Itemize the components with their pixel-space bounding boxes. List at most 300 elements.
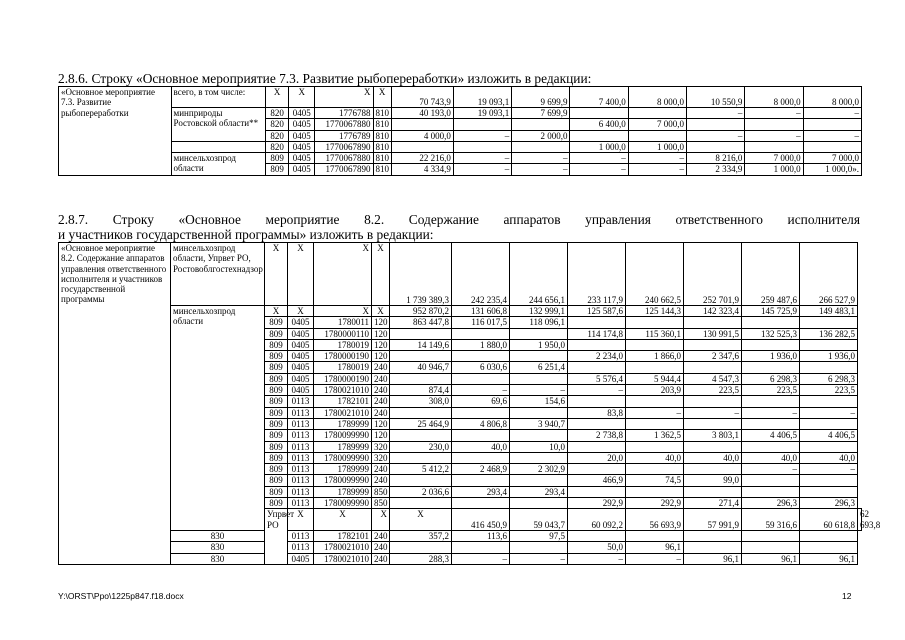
- table-row: [59, 141, 862, 152]
- target-item-code-cell: 1780099990: [314, 452, 372, 463]
- amount-cell: –: [510, 553, 568, 564]
- amount-cell: –: [803, 108, 861, 119]
- grbs-code-cell: 809: [265, 475, 288, 486]
- target-item-code-cell: 1780099990: [314, 430, 372, 441]
- amount-cell: 19 093,1: [453, 108, 511, 119]
- amount-cell: –: [626, 407, 684, 418]
- grbs-code-cell: 809: [265, 418, 288, 429]
- amount-cell: –: [568, 385, 626, 396]
- amount-cell: [568, 396, 626, 407]
- amount-cell: 118 096,1: [510, 317, 568, 328]
- amount-cell: 3 803,1: [684, 430, 742, 441]
- amount-cell: [800, 362, 858, 373]
- amount-cell: 293,4: [452, 486, 510, 497]
- amount-cell: [742, 530, 800, 541]
- section-2-heading-line-1: 2.8.7. Строку «Основное мероприятие 8.2. Содержание аппаратов управления ответственного исполнителя: [58, 212, 860, 227]
- amount-cell: 40,0: [684, 452, 742, 463]
- amount-cell: –: [745, 130, 803, 141]
- expense-type-code-cell: 240: [372, 530, 390, 541]
- amount-cell: [391, 119, 453, 130]
- footer-page-number: 12: [842, 591, 852, 601]
- amount-cell: 69,6: [452, 396, 510, 407]
- amount-cell: 62 693,8: [858, 509, 862, 531]
- amount-cell: 1 000,0: [570, 141, 628, 152]
- amount-cell: 136 282,5: [800, 328, 858, 339]
- amount-cell: 1 362,5: [626, 430, 684, 441]
- amount-cell: [687, 141, 745, 152]
- section-code-cell: Х: [314, 509, 372, 531]
- section-code-cell: 0113: [288, 542, 314, 553]
- section-code-cell: 0405: [288, 328, 314, 339]
- amount-cell: 244 656,1: [510, 243, 568, 306]
- amount-cell: [510, 328, 568, 339]
- amount-cell: [745, 119, 803, 130]
- amount-cell: 296,3: [742, 498, 800, 509]
- table-row: [59, 87, 862, 108]
- amount-cell: [390, 542, 452, 553]
- amount-cell: 59 316,6: [742, 509, 800, 531]
- activity-name-cell: «Основное мероприятие 8.2. Содержание аппаратов управления ответственного исполнителя и участников государственной программы: [59, 243, 171, 565]
- amount-cell: 6 251,4: [510, 362, 568, 373]
- amount-cell: [570, 108, 628, 119]
- amount-cell: [800, 486, 858, 497]
- amount-cell: [684, 530, 742, 541]
- target-item-code-cell: 1780021010: [314, 407, 372, 418]
- target-item-code-cell: 1789999: [314, 464, 372, 475]
- amount-cell: [626, 418, 684, 429]
- amount-cell: –: [687, 130, 745, 141]
- amount-cell: [452, 328, 510, 339]
- amount-cell: [570, 130, 628, 141]
- target-item-code-cell: 1780019: [314, 362, 372, 373]
- section-code-cell: 0113: [288, 530, 314, 541]
- grbs-code-cell: 830: [171, 542, 265, 553]
- amount-cell: [452, 542, 510, 553]
- section-code-cell: 0113: [288, 430, 314, 441]
- grbs-code-cell: 809: [265, 430, 288, 441]
- amount-cell: 7 000,0: [745, 153, 803, 164]
- amount-cell: 292,9: [626, 498, 684, 509]
- expense-type-code-cell: 120: [372, 351, 390, 362]
- table-row: [59, 553, 862, 564]
- amount-cell: [390, 498, 452, 509]
- amount-cell: –: [568, 553, 626, 564]
- amount-cell: 252 701,9: [684, 243, 742, 306]
- expense-type-code-cell: 240: [372, 362, 390, 373]
- expense-type-code-cell: Х: [390, 509, 452, 531]
- amount-cell: [626, 530, 684, 541]
- amount-cell: –: [510, 385, 568, 396]
- amount-cell: [452, 351, 510, 362]
- section-code-cell: 0405: [289, 108, 315, 119]
- amount-cell: 2 000,0: [512, 130, 570, 141]
- amount-cell: [742, 542, 800, 553]
- amount-cell: [800, 530, 858, 541]
- amount-cell: [568, 530, 626, 541]
- amount-cell: 60 618,8: [800, 509, 858, 531]
- amount-cell: [684, 339, 742, 350]
- amount-cell: 2 234,0: [568, 351, 626, 362]
- amount-cell: 142 323,4: [684, 306, 742, 317]
- amount-cell: –: [512, 153, 570, 164]
- target-item-code-cell: Х: [315, 87, 373, 108]
- target-item-code-cell: Х: [314, 306, 372, 317]
- amount-cell: 8 000,0: [803, 87, 861, 108]
- section-code-cell: 0405: [289, 153, 315, 164]
- executor-cell: минсельхозпрод области, Упрвет РО, Ростовоблгостехнадзор: [171, 243, 265, 306]
- amount-cell: –: [742, 407, 800, 418]
- section-code-cell: 0405: [289, 141, 315, 152]
- amount-cell: 296,3: [800, 498, 858, 509]
- amount-cell: [745, 141, 803, 152]
- amount-cell: 2 347,6: [684, 351, 742, 362]
- target-item-code-cell: 1789999: [314, 418, 372, 429]
- amount-cell: [452, 373, 510, 384]
- amount-cell: 4 806,8: [452, 418, 510, 429]
- amount-cell: [628, 108, 686, 119]
- amount-cell: 132 525,3: [742, 328, 800, 339]
- target-item-code-cell: 1789999: [314, 486, 372, 497]
- amount-cell: 96,1: [742, 553, 800, 564]
- amount-cell: 19 093,1: [453, 87, 511, 108]
- expense-type-code-cell: 810: [373, 141, 391, 152]
- table-row: [59, 542, 862, 553]
- amount-cell: 266 527,9: [800, 243, 858, 306]
- amount-cell: –: [453, 164, 511, 175]
- amount-cell: –: [628, 153, 686, 164]
- amount-cell: [742, 441, 800, 452]
- amount-cell: 233 117,9: [568, 243, 626, 306]
- executor-cell: минсельхозпрод области: [171, 306, 265, 531]
- executor-cell: Упрвет РО: [265, 509, 288, 564]
- grbs-code-cell: 809: [265, 407, 288, 418]
- amount-cell: 271,4: [684, 498, 742, 509]
- amount-cell: 6 298,3: [800, 373, 858, 384]
- amount-cell: [800, 339, 858, 350]
- amount-cell: –: [453, 130, 511, 141]
- amount-cell: 25 464,9: [390, 418, 452, 429]
- target-item-code-cell: 1782101: [314, 396, 372, 407]
- amount-cell: 70 743,9: [391, 87, 453, 108]
- amount-cell: –: [452, 553, 510, 564]
- amount-cell: 8 000,0: [628, 87, 686, 108]
- amount-cell: 50,0: [568, 542, 626, 553]
- grbs-code-cell: 820: [266, 119, 289, 130]
- amount-cell: [684, 362, 742, 373]
- amount-cell: 2 302,9: [510, 464, 568, 475]
- section-code-cell: 0113: [288, 464, 314, 475]
- expense-type-code-cell: 240: [372, 464, 390, 475]
- amount-cell: 1 880,0: [452, 339, 510, 350]
- amount-cell: 223,5: [800, 385, 858, 396]
- amount-cell: [742, 362, 800, 373]
- amount-cell: 874,4: [390, 385, 452, 396]
- amount-cell: [742, 418, 800, 429]
- section-code-cell: 0113: [288, 396, 314, 407]
- amount-cell: [452, 407, 510, 418]
- amount-cell: [684, 418, 742, 429]
- amount-cell: 40 946,7: [390, 362, 452, 373]
- expense-type-code-cell: 120: [372, 418, 390, 429]
- amount-cell: [684, 396, 742, 407]
- amount-cell: [626, 464, 684, 475]
- section-code-cell: 0405: [288, 339, 314, 350]
- amount-cell: [742, 475, 800, 486]
- amount-cell: 5 576,4: [568, 373, 626, 384]
- grbs-code-cell: 809: [265, 396, 288, 407]
- grbs-code-cell: 809: [265, 385, 288, 396]
- amount-cell: 56 693,9: [626, 509, 684, 531]
- amount-cell: 242 235,4: [452, 243, 510, 306]
- amount-cell: 115 360,1: [626, 328, 684, 339]
- grbs-code-cell: 820: [266, 130, 289, 141]
- executor-cell: минприроды Ростовской области**: [171, 108, 265, 142]
- amount-cell: [684, 486, 742, 497]
- amount-cell: 5 412,2: [390, 464, 452, 475]
- target-item-code-cell: 1780099990: [314, 475, 372, 486]
- amount-cell: 130 991,5: [684, 328, 742, 339]
- amount-cell: –: [453, 153, 511, 164]
- table-row: [59, 153, 862, 164]
- amount-cell: [512, 119, 570, 130]
- amount-cell: 7 699,9: [512, 108, 570, 119]
- expense-type-code-cell: Х: [372, 243, 390, 306]
- amount-cell: 288,3: [390, 553, 452, 564]
- target-item-code-cell: 1780000110: [314, 328, 372, 339]
- grbs-code-cell: 830: [171, 530, 265, 541]
- amount-cell: [510, 542, 568, 553]
- amount-cell: [626, 317, 684, 328]
- amount-cell: [800, 317, 858, 328]
- section-1-heading: 2.8.6. Строку «Основное мероприятие 7.3. Развитие рыбопереработки» изложить в редакции:: [58, 71, 592, 86]
- expense-type-code-cell: 850: [372, 486, 390, 497]
- amount-cell: –: [803, 130, 861, 141]
- section-code-cell: 0405: [288, 553, 314, 564]
- target-item-code-cell: 1780000190: [314, 351, 372, 362]
- amount-cell: [390, 407, 452, 418]
- grbs-code-cell: 809: [265, 339, 288, 350]
- grbs-code-cell: 820: [266, 108, 289, 119]
- amount-cell: 40,0: [742, 452, 800, 463]
- section-code-cell: Х: [288, 243, 314, 306]
- table-row: [59, 108, 862, 119]
- target-item-code-cell: 1770067890: [315, 164, 373, 175]
- expense-type-code-cell: 240: [372, 385, 390, 396]
- target-item-code-cell: 1780021010: [314, 553, 372, 564]
- amount-cell: [568, 464, 626, 475]
- section-code-cell: 0405: [289, 164, 315, 175]
- amount-cell: 230,0: [390, 441, 452, 452]
- grbs-code-cell: 820: [266, 141, 289, 152]
- amount-cell: 1 739 389,3: [390, 243, 452, 306]
- table-activity-8-2: [58, 242, 881, 565]
- section-code-cell: 0405: [288, 351, 314, 362]
- amount-cell: [452, 498, 510, 509]
- amount-cell: 96,1: [684, 553, 742, 564]
- amount-cell: [568, 486, 626, 497]
- target-item-code-cell: Х: [314, 243, 372, 306]
- expense-type-code-cell: 240: [372, 407, 390, 418]
- amount-cell: 952 870,2: [390, 306, 452, 317]
- activity-name-cell: «Основное мероприятие 7.3. Развитие рыбопереработки: [59, 87, 172, 176]
- amount-cell: 40 193,0: [391, 108, 453, 119]
- section-code-cell: 0405: [289, 119, 315, 130]
- grbs-code-cell: Х: [288, 509, 314, 531]
- amount-cell: 7 400,0: [570, 87, 628, 108]
- amount-cell: [453, 119, 511, 130]
- expense-type-code-cell: 240: [372, 373, 390, 384]
- amount-cell: [390, 351, 452, 362]
- section-2-heading-line-2: и участников государственной программы» изложить в редакции:: [58, 227, 434, 242]
- amount-cell: [626, 396, 684, 407]
- amount-cell: 145 725,9: [742, 306, 800, 317]
- section-code-cell: 0405: [288, 385, 314, 396]
- section-code-cell: 0405: [289, 130, 315, 141]
- amount-cell: [390, 373, 452, 384]
- section-code-cell: 0405: [288, 362, 314, 373]
- amount-cell: –: [800, 407, 858, 418]
- section-code-cell: 0405: [288, 373, 314, 384]
- section-code-cell: 0405: [288, 317, 314, 328]
- target-item-code-cell: 1770067880: [315, 119, 373, 130]
- amount-cell: [453, 141, 511, 152]
- section-code-cell: 0113: [288, 486, 314, 497]
- amount-cell: –: [687, 108, 745, 119]
- amount-cell: 1 000,0: [628, 141, 686, 152]
- expense-type-code-cell: 120: [372, 317, 390, 328]
- expense-type-code-cell: 320: [372, 441, 390, 452]
- amount-cell: 2 334,9: [687, 164, 745, 175]
- expense-type-code-cell: 240: [372, 542, 390, 553]
- amount-cell: [390, 430, 452, 441]
- amount-cell: 2 468,9: [452, 464, 510, 475]
- amount-cell: 7 000,0: [628, 119, 686, 130]
- amount-cell: 863 447,8: [390, 317, 452, 328]
- amount-cell: 1 936,0: [742, 351, 800, 362]
- amount-cell: 40,0: [800, 452, 858, 463]
- grbs-code-cell: Х: [265, 306, 288, 317]
- amount-cell: 6 400,0: [570, 119, 628, 130]
- target-item-code-cell: 1776789: [315, 130, 373, 141]
- expense-type-code-cell: 240: [372, 396, 390, 407]
- amount-cell: –: [512, 164, 570, 175]
- table-row: [59, 243, 862, 306]
- amount-cell: [687, 119, 745, 130]
- amount-cell: 74,5: [626, 475, 684, 486]
- target-item-code-cell: 1770067880: [315, 153, 373, 164]
- section-code-cell: Х: [289, 87, 315, 108]
- section-code-cell: Х: [288, 306, 314, 317]
- amount-cell: 96,1: [800, 553, 858, 564]
- amount-cell: [800, 441, 858, 452]
- amount-cell: 83,8: [568, 407, 626, 418]
- amount-cell: [742, 396, 800, 407]
- amount-cell: [510, 430, 568, 441]
- amount-cell: 116 017,5: [452, 317, 510, 328]
- amount-cell: 1 936,0: [800, 351, 858, 362]
- amount-cell: [800, 542, 858, 553]
- expense-type-code-cell: 810: [373, 130, 391, 141]
- amount-cell: 154,6: [510, 396, 568, 407]
- amount-cell: [684, 464, 742, 475]
- grbs-code-cell: 809: [265, 486, 288, 497]
- amount-cell: 9 699,9: [512, 87, 570, 108]
- grbs-code-cell: Х: [265, 243, 288, 306]
- amount-cell: 357,2: [390, 530, 452, 541]
- expense-type-code-cell: 850: [372, 498, 390, 509]
- section-code-cell: 0113: [288, 475, 314, 486]
- amount-cell: [626, 362, 684, 373]
- amount-cell: 466,9: [568, 475, 626, 486]
- amount-cell: 4 547,3: [684, 373, 742, 384]
- section-code-cell: 0113: [288, 441, 314, 452]
- amount-cell: [510, 475, 568, 486]
- amount-cell: 416 450,9: [452, 509, 510, 531]
- amount-cell: [510, 407, 568, 418]
- executor-cell: всего, в том числе:: [171, 87, 265, 108]
- amount-cell: 240 662,5: [626, 243, 684, 306]
- amount-cell: [626, 486, 684, 497]
- grbs-code-cell: 809: [265, 464, 288, 475]
- grbs-code-cell: 809: [265, 328, 288, 339]
- amount-cell: –: [628, 164, 686, 175]
- amount-cell: [742, 339, 800, 350]
- amount-cell: [390, 475, 452, 486]
- expense-type-code-cell: 120: [372, 430, 390, 441]
- footer-file-path: Y:\ORST\Ppo\1225p847.f18.docx: [58, 591, 184, 601]
- amount-cell: 14 149,6: [390, 339, 452, 350]
- amount-cell: 5 944,4: [626, 373, 684, 384]
- table-row: [59, 530, 862, 541]
- amount-cell: 125 144,3: [626, 306, 684, 317]
- amount-cell: [628, 130, 686, 141]
- amount-cell: [390, 452, 452, 463]
- grbs-code-cell: Х: [266, 87, 289, 108]
- amount-cell: 10,0: [510, 441, 568, 452]
- target-item-code-cell: 1776788: [315, 108, 373, 119]
- amount-cell: –: [570, 153, 628, 164]
- amount-cell: [803, 119, 861, 130]
- amount-cell: –: [570, 164, 628, 175]
- target-item-code-cell: Х: [372, 509, 390, 531]
- grbs-code-cell: 809: [265, 362, 288, 373]
- amount-cell: 8 216,0: [687, 153, 745, 164]
- amount-cell: [568, 418, 626, 429]
- amount-cell: [626, 339, 684, 350]
- amount-cell: [684, 317, 742, 328]
- amount-cell: 40,0: [452, 441, 510, 452]
- amount-cell: 97,5: [510, 530, 568, 541]
- amount-cell: [510, 351, 568, 362]
- amount-cell: [568, 441, 626, 452]
- amount-cell: 57 991,9: [684, 509, 742, 531]
- amount-cell: 7 000,0: [803, 153, 861, 164]
- amount-cell: 2 738,8: [568, 430, 626, 441]
- amount-cell: [803, 141, 861, 152]
- target-item-code-cell: 1782101: [314, 530, 372, 541]
- target-item-code-cell: 1789999: [314, 441, 372, 452]
- table-row: [59, 306, 862, 317]
- amount-cell: 1 950,0: [510, 339, 568, 350]
- amount-cell: 149 483,1: [800, 306, 858, 317]
- amount-cell: –: [626, 553, 684, 564]
- amount-cell: [742, 486, 800, 497]
- amount-cell: [626, 441, 684, 452]
- amount-cell: 259 487,6: [742, 243, 800, 306]
- amount-cell: [510, 452, 568, 463]
- grbs-code-cell: 809: [265, 452, 288, 463]
- grbs-code-cell: 809: [266, 153, 289, 164]
